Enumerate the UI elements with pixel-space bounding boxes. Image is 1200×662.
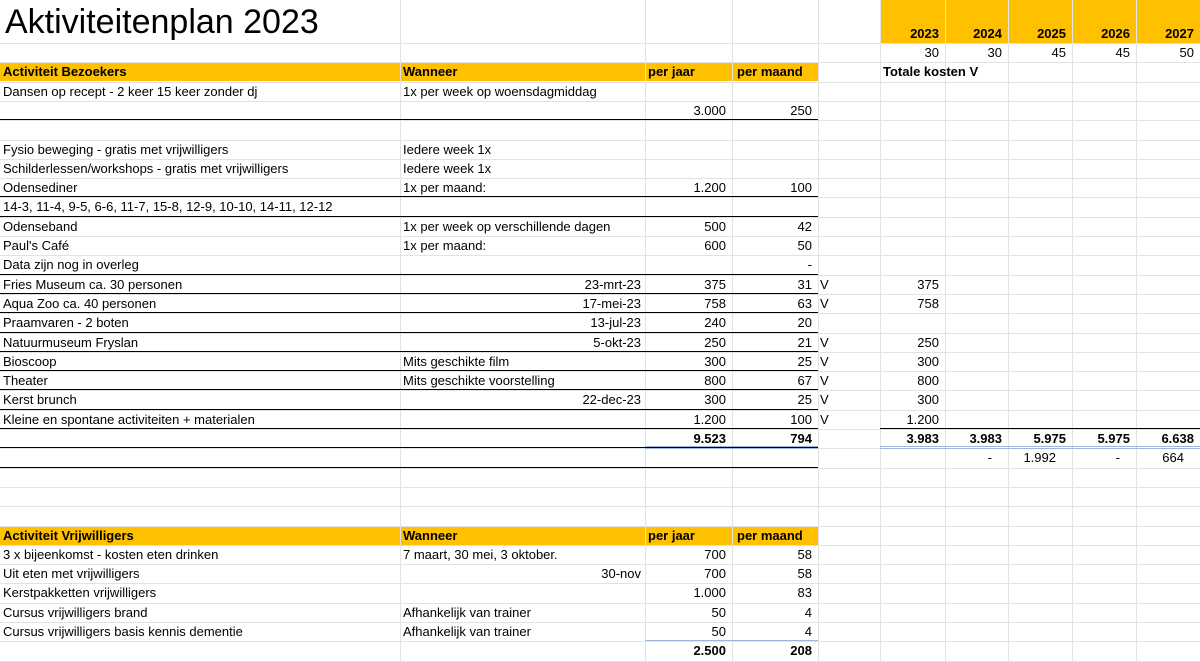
grid-row-line	[0, 487, 1200, 488]
vrijwilligers-total-topline	[645, 640, 818, 641]
vrijwilligers-total-per-jaar[interactable]: 2.500	[693, 643, 726, 658]
row-separator	[0, 119, 818, 120]
wanneer-cell[interactable]: Afhankelijk van trainer	[403, 624, 531, 639]
datum-cell[interactable]	[400, 101, 641, 120]
kosten-2023-cell[interactable]: 800	[917, 373, 939, 388]
wanneer-cell[interactable]: 7 maart, 30 mei, 3 oktober.	[403, 547, 558, 562]
grid-column-line	[1008, 0, 1009, 662]
v-marker-cell[interactable]: V	[820, 392, 829, 407]
per-jaar-cell[interactable]: 700	[704, 566, 726, 581]
column-header-per-maand[interactable]: per maand	[737, 528, 803, 543]
year-header[interactable]: 2023	[910, 26, 939, 41]
column-header-wanneer[interactable]: Wanneer	[403, 64, 458, 79]
per-maand-cell[interactable]: 100	[790, 412, 812, 427]
per-maand-cell[interactable]	[732, 159, 812, 178]
year-header[interactable]: 2026	[1101, 26, 1130, 41]
datum-cell[interactable]	[400, 603, 641, 622]
row-separator	[0, 274, 818, 275]
column-header-activiteit[interactable]: Activiteit Bezoekers	[3, 64, 127, 79]
per-maand-cell[interactable]: 42	[797, 219, 812, 234]
year-total[interactable]: 5.975	[1097, 431, 1130, 446]
per-maand-cell[interactable]: 31	[797, 277, 812, 292]
per-maand-cell[interactable]: 20	[797, 315, 812, 330]
row-separator	[0, 332, 818, 333]
datum-cell[interactable]	[400, 255, 641, 274]
column-header-per-jaar[interactable]: per jaar	[648, 64, 695, 79]
per-maand-cell[interactable]: 58	[797, 547, 812, 562]
grid-row-line	[0, 62, 1200, 63]
per-jaar-cell[interactable]: 3.000	[693, 103, 726, 118]
totale-kosten-label[interactable]: Totale kosten V	[883, 64, 979, 79]
wanneer-cell[interactable]: 1x per week op woensdagmiddag	[403, 84, 597, 99]
per-jaar-cell[interactable]: 250	[704, 335, 726, 350]
activiteit-cell[interactable]: Bioscoop	[3, 354, 57, 369]
row-separator	[0, 293, 818, 294]
row-separator	[880, 428, 1200, 429]
kosten-2023-cell[interactable]	[880, 159, 939, 178]
kosten-2023-cell[interactable]	[880, 82, 939, 101]
datum-cell[interactable]: 13-jul-23	[590, 315, 641, 330]
kosten-2023-cell[interactable]	[880, 236, 939, 255]
year-difference[interactable]	[880, 448, 929, 467]
activiteit-cell[interactable]: Dansen op recept - 2 keer 15 keer zonder dj	[3, 84, 258, 99]
activiteit-cell[interactable]: Aqua Zoo ca. 40 personen	[3, 296, 157, 311]
activiteit-cell[interactable]: Odenseband	[3, 219, 78, 234]
year-total[interactable]: 3.983	[969, 431, 1002, 446]
activiteit-cell[interactable]: Kerstpakketten vrijwilligers	[3, 585, 157, 600]
row-separator	[0, 196, 818, 197]
total-per-jaar[interactable]: 9.523	[693, 431, 726, 446]
wanneer-cell[interactable]: 1x per maand:	[403, 180, 487, 195]
per-maand-cell[interactable]: 25	[797, 354, 812, 369]
grid-row-line	[0, 468, 1200, 469]
per-maand-cell[interactable]: 63	[797, 296, 812, 311]
year-difference[interactable]: 664	[1162, 450, 1184, 465]
grid-row-line	[0, 641, 1200, 642]
activiteit-cell[interactable]: Kerst brunch	[3, 392, 77, 407]
activiteit-cell[interactable]: 14-3, 11-4, 9-5, 6-6, 11-7, 15-8, 12-9, 10-10, 14-11, 12-12	[3, 199, 333, 214]
v-marker-cell[interactable]: V	[820, 335, 829, 350]
datum-cell[interactable]	[400, 197, 641, 216]
activiteit-cell[interactable]: Praamvaren - 2 boten	[3, 315, 129, 330]
row-separator	[0, 409, 818, 410]
per-maand-cell[interactable]: 83	[797, 585, 812, 600]
activiteit-cell[interactable]: Schilderlessen/workshops - gratis met vrijwilligers	[3, 161, 289, 176]
wanneer-cell[interactable]: Iedere week 1x	[403, 142, 492, 157]
per-maand-cell[interactable]: 25	[797, 392, 812, 407]
per-jaar-cell[interactable]: 300	[704, 354, 726, 369]
year-header[interactable]: 2024	[973, 26, 1002, 41]
grid-column-line	[818, 0, 819, 662]
activiteit-cell[interactable]: 3 x bijeenkomst - kosten eten drinken	[3, 547, 219, 562]
per-jaar-cell[interactable]: 1.000	[693, 585, 726, 600]
per-jaar-cell[interactable]: 50	[711, 605, 726, 620]
per-jaar-cell[interactable]	[645, 255, 726, 274]
per-maand-cell[interactable]: 58	[797, 566, 812, 581]
year-count[interactable]: 50	[1179, 45, 1194, 60]
grid-row-line	[0, 526, 1200, 527]
datum-cell[interactable]	[400, 140, 641, 159]
activiteit-cell[interactable]: Kleine en spontane activiteiten + materialen	[3, 412, 255, 427]
row-separator	[0, 351, 818, 352]
datum-cell[interactable]	[400, 410, 641, 429]
kosten-2023-cell[interactable]: 300	[917, 354, 939, 369]
per-maand-cell[interactable]: -	[807, 257, 812, 272]
per-jaar-cell[interactable]: 50	[711, 624, 726, 639]
datum-cell[interactable]	[400, 371, 641, 390]
per-jaar-cell[interactable]	[645, 82, 726, 101]
year-count[interactable]: 30	[987, 45, 1002, 60]
wanneer-cell[interactable]: Mits geschikte voorstelling	[403, 373, 555, 388]
kosten-2023-cell[interactable]	[880, 313, 939, 332]
activiteit-cell[interactable]: Fysio beweging - gratis met vrijwilligers	[3, 142, 229, 157]
grid-column-line	[1136, 0, 1137, 662]
per-maand-cell[interactable]	[732, 140, 812, 159]
grid-row-line	[0, 506, 1200, 507]
v-marker-cell[interactable]: V	[820, 277, 829, 292]
per-jaar-cell[interactable]: 300	[704, 392, 726, 407]
vrijwilligers-total-per-maand[interactable]: 208	[790, 643, 812, 658]
datum-cell[interactable]: 17-mei-23	[582, 296, 641, 311]
datum-cell[interactable]	[400, 352, 641, 371]
datum-cell[interactable]	[400, 545, 641, 564]
activiteit-cell[interactable]: Fries Museum ca. 30 personen	[3, 277, 183, 292]
wanneer-cell[interactable]: Mits geschikte film	[403, 354, 510, 369]
activiteit-cell[interactable]: Uit eten met vrijwilligers	[3, 566, 140, 581]
per-maand-cell[interactable]: 250	[790, 103, 812, 118]
v-marker-cell[interactable]: V	[820, 373, 829, 388]
activiteit-cell[interactable]: Cursus vrijwilligers basis kennis dementie	[3, 624, 243, 639]
row-separator	[0, 389, 818, 390]
total-underline	[645, 446, 818, 447]
wanneer-cell[interactable]: Afhankelijk van trainer	[403, 605, 531, 620]
per-jaar-cell[interactable]	[645, 120, 726, 139]
wanneer-cell[interactable]: 1x per maand:	[403, 238, 487, 253]
year-header[interactable]: 2027	[1165, 26, 1194, 41]
per-jaar-cell[interactable]	[645, 140, 726, 159]
per-jaar-cell[interactable]: 240	[704, 315, 726, 330]
kosten-2023-cell[interactable]: 758	[917, 296, 939, 311]
activiteit-cell[interactable]: Cursus vrijwilligers brand	[3, 605, 148, 620]
year-total[interactable]: 3.983	[906, 431, 939, 446]
per-jaar-cell[interactable]: 600	[704, 238, 726, 253]
per-maand-cell[interactable]: 50	[797, 238, 812, 253]
year-difference[interactable]: -	[1115, 450, 1120, 465]
year-count[interactable]: 45	[1051, 45, 1066, 60]
activiteit-cell[interactable]: Theater	[3, 373, 48, 388]
row-separator	[0, 312, 818, 313]
datum-cell[interactable]	[400, 178, 641, 197]
column-header-activiteit[interactable]: Activiteit Vrijwilligers	[3, 528, 134, 543]
page-title: Aktiviteitenplan 2023	[5, 3, 319, 41]
per-jaar-cell[interactable]: 500	[704, 219, 726, 234]
datum-cell[interactable]	[400, 236, 641, 255]
kosten-2023-cell[interactable]	[880, 101, 939, 120]
per-jaar-cell[interactable]	[645, 197, 726, 216]
per-maand-cell[interactable]	[732, 120, 812, 139]
per-jaar-cell[interactable]: 1.200	[693, 412, 726, 427]
row-separator	[0, 467, 818, 468]
per-jaar-cell[interactable]: 1.200	[693, 180, 726, 195]
row-separator	[0, 370, 818, 371]
column-header-per-jaar[interactable]: per jaar	[648, 528, 695, 543]
total-per-maand[interactable]: 794	[790, 431, 812, 446]
kosten-2023-cell[interactable]	[880, 217, 939, 236]
per-maand-cell[interactable]: 67	[797, 373, 812, 388]
datum-cell[interactable]	[400, 159, 641, 178]
datum-cell[interactable]	[400, 82, 641, 101]
per-jaar-cell[interactable]: 700	[704, 547, 726, 562]
column-header-wanneer[interactable]: Wanneer	[403, 528, 458, 543]
datum-cell[interactable]	[400, 583, 641, 602]
datum-cell[interactable]: 5-okt-23	[593, 335, 641, 350]
per-maand-cell[interactable]: 21	[797, 335, 812, 350]
kosten-2023-cell[interactable]	[880, 197, 939, 216]
year-total[interactable]: 6.638	[1161, 431, 1194, 446]
datum-cell[interactable]	[400, 622, 641, 641]
per-jaar-cell[interactable]	[645, 159, 726, 178]
year-difference[interactable]: 1.992	[1023, 450, 1056, 465]
column-header-per-maand[interactable]: per maand	[737, 64, 803, 79]
year-total-underline	[880, 446, 1200, 447]
datum-cell[interactable]	[400, 217, 641, 236]
datum-cell[interactable]	[400, 120, 641, 139]
activiteit-cell[interactable]: Natuurmuseum Fryslan	[3, 335, 139, 350]
kosten-2023-cell[interactable]	[880, 140, 939, 159]
year-count[interactable]: 30	[924, 45, 939, 60]
grid-column-line	[1072, 0, 1073, 662]
v-marker-cell[interactable]: V	[820, 412, 829, 427]
total-underline	[645, 448, 818, 449]
kosten-2023-cell[interactable]: 1.200	[906, 412, 939, 427]
kosten-2023-cell[interactable]: 375	[917, 277, 939, 292]
year-count[interactable]: 45	[1115, 45, 1130, 60]
datum-cell[interactable]: 22-dec-23	[582, 392, 641, 407]
row-separator	[0, 216, 818, 217]
per-jaar-cell[interactable]: 758	[704, 296, 726, 311]
grid-column-line	[945, 0, 946, 662]
activiteit-cell[interactable]: Odensediner	[3, 180, 78, 195]
activiteit-cell[interactable]: Paul's Café	[3, 238, 70, 253]
datum-cell[interactable]: 23-mrt-23	[584, 277, 641, 292]
per-maand-cell[interactable]: 100	[790, 180, 812, 195]
datum-cell[interactable]: 30-nov	[601, 566, 641, 581]
kosten-2023-cell[interactable]	[880, 120, 939, 139]
v-marker-cell[interactable]: V	[820, 354, 829, 369]
kosten-2023-cell[interactable]	[880, 255, 939, 274]
per-maand-cell[interactable]	[732, 197, 812, 216]
v-marker-cell[interactable]: V	[820, 296, 829, 311]
wanneer-cell[interactable]: 1x per week op verschillende dagen	[403, 219, 611, 234]
activiteit-cell[interactable]: Data zijn nog in overleg	[3, 257, 139, 272]
wanneer-cell[interactable]: Iedere week 1x	[403, 161, 492, 176]
kosten-2023-cell[interactable]: 300	[917, 392, 939, 407]
kosten-2023-cell[interactable]: 250	[917, 335, 939, 350]
year-header[interactable]: 2025	[1037, 26, 1066, 41]
year-difference[interactable]: -	[987, 450, 992, 465]
per-jaar-cell[interactable]: 375	[704, 277, 726, 292]
kosten-2023-cell[interactable]	[880, 178, 939, 197]
per-jaar-cell[interactable]: 800	[704, 373, 726, 388]
per-maand-cell[interactable]: 4	[804, 624, 812, 639]
per-maand-cell[interactable]	[732, 82, 812, 101]
year-total[interactable]: 5.975	[1033, 431, 1066, 446]
per-maand-cell[interactable]: 4	[804, 605, 812, 620]
